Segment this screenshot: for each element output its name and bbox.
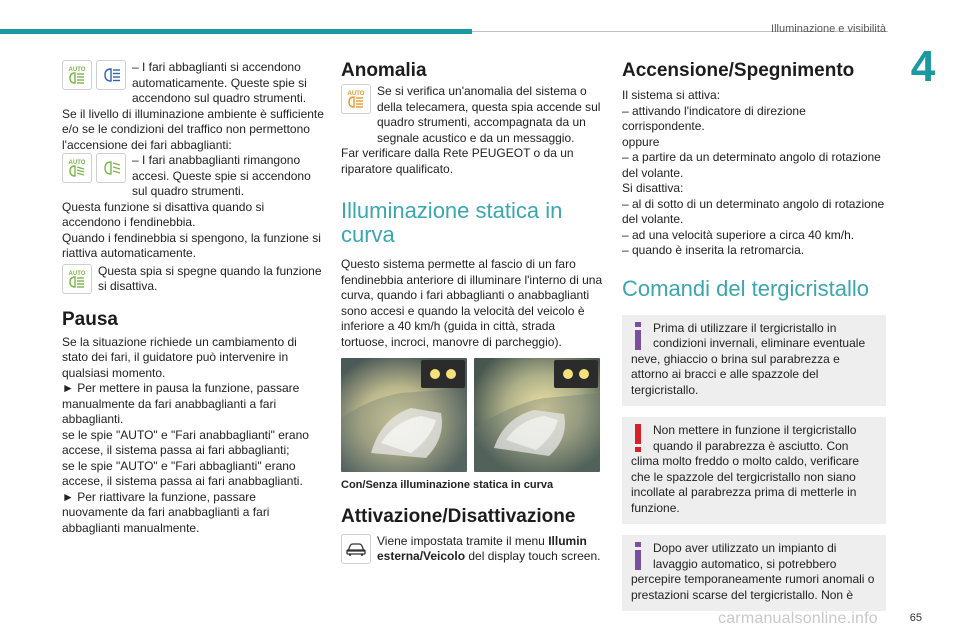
chapter-number: 4 — [910, 42, 936, 91]
anomalia-text: Se si verifica un'anomalia del sistema o della telecamera, questa spia accende sul quadro strumenti, accompagnata da un segnale acustico e da un messaggio. — [377, 84, 601, 145]
static-lighting-photos — [341, 358, 605, 472]
info-note-1-text: Prima di utilizzare il tergicristallo in condizioni invernali, eliminare eventuale neve, ghiaccio o brina sul parabrezza e attorno ai bracci e alle spazzole del tergicristallo. — [631, 320, 866, 397]
warning-icon — [631, 423, 645, 453]
attivazione-heading: Attivazione/Disattivazione — [341, 505, 576, 527]
pausa-text-5: ► Per riattivare la funzione, passare nuovamente da fari anabbaglianti a fari abbaglianti manualmente. — [62, 489, 270, 535]
fog-off-text: Questa funzione si disattiva quando si accendono i fendinebbia. — [62, 199, 265, 229]
photo-caption: Con/Senza illuminazione statica in curva — [341, 479, 554, 491]
acc-line-8: – quando è inserita la retromarcia. — [622, 243, 805, 257]
attivazione-block — [341, 534, 605, 565]
acc-line-7: – ad una velocità superiore a circa 40 km/h. — [622, 227, 855, 242]
anomalia-text-2: Far verificare dalla Rete PEUGEOT o da un riparatore qualificato. — [341, 146, 574, 176]
warning-note — [622, 417, 886, 524]
pausa-text-2: ► Per mettere in pausa la funzione, passare manualmente da fari anabbaglianti a fari abbaglianti. — [62, 381, 300, 426]
attivazione-text: Viene impostata tramite il menu Illumin esterna/Veicolo del display touch screen. — [377, 533, 601, 563]
auto-off-text: Questa spia si spegne quando la funzione si disattiva. — [98, 263, 322, 293]
acc-line-3: oppure — [622, 134, 660, 149]
comandi-heading: Comandi del tergicristallo — [622, 275, 869, 301]
pausa-heading: Pausa — [62, 308, 118, 330]
ambient-light-text: Se il livello di illuminazione ambiente è sufficiente e/o se le condizioni del traffico non permettono l'accensione dei fari abbaglianti: — [62, 106, 324, 152]
low-beam-text: – I fari anabbaglianti rimangono accesi. Queste spie si accendono sul quadro strumenti. — [132, 153, 311, 198]
pausa-text-4: se le spie "AUTO" e "Fari abbaglianti" erano accese, il sistema passa ai fari anabbaglianti. — [62, 458, 303, 488]
watermark: carmanualsonline.info — [718, 610, 878, 627]
pausa-text-1: Se la situazione richiede un cambiamento di stato dei fari, il guidatore può intervenire in qualsiasi momento. — [62, 334, 297, 380]
auto-lamp-fault-icon — [341, 84, 371, 114]
menu-path: Illumin esterna/Veicolo — [377, 533, 587, 563]
auto-off-block — [62, 264, 324, 295]
anomalia-block — [341, 84, 605, 146]
auto-low-beam-icon — [62, 153, 92, 183]
car-menu-icon — [341, 534, 371, 564]
auto-high-beam-text: – I fari abbaglianti si accendono automaticamente. Queste spie si accendono sul quadro strumenti. — [132, 60, 307, 105]
pausa-text-3: se le spie "AUTO" e "Fari anabbaglianti" erano accese, il sistema passa ai fari abbaglianti; — [62, 427, 309, 457]
acc-line-4: – a partire da un determinato angolo di rotazione del volante. — [622, 150, 881, 180]
column-left — [62, 60, 324, 536]
photo-without-static-light — [474, 358, 600, 472]
high-beam-icon — [96, 60, 126, 90]
acc-line-2: – attivando l'indicatore di direzione corrispondente. — [622, 103, 806, 133]
svg-text:AUTO: AUTO — [347, 91, 365, 97]
low-beam-block — [62, 153, 324, 200]
fog-reactivate-text: Quando i fendinebbia si spengono, la funzione si riattiva automaticamente. — [62, 230, 321, 260]
acc-line-5: Si disattiva: — [622, 181, 684, 195]
info-icon — [631, 541, 645, 571]
acc-line-6: – al di sotto di un determinato angolo di rotazione del volante. — [622, 196, 885, 226]
column-middle — [341, 60, 605, 565]
info-note-2 — [622, 535, 886, 611]
section-title: Illuminazione e visibilità — [771, 23, 886, 35]
anomalia-heading: Anomalia — [341, 60, 427, 81]
accensione-heading: Accensione/Spegnimento — [622, 60, 855, 81]
svg-text:AUTO: AUTO — [68, 67, 86, 73]
low-beam-icon — [96, 153, 126, 183]
warning-note-text: Non mettere in funzione il tergicristallo quando il parabrezza è asciutto. Con clima molto freddo o molto caldo, verificare che le spazzole del tergicristallo non siano incollate al parabrezza prima di metterle in funzione. — [631, 423, 860, 515]
static-lighting-text: Questo sistema permette al fascio di un faro fendinebbia anteriore di illuminare l'interno di una curva, quando i fari abbaglianti o anabbaglianti sono accesi e quando la velocità del veicolo è inferiore a 40 km/h (guida in città, strada tortuose, incroci, manovre di parcheggio). — [341, 257, 603, 349]
header-accent-bar — [0, 29, 472, 34]
auto-beam-off-icon — [62, 264, 92, 294]
info-note-2-text: Dopo aver utilizzato un impianto di lavaggio automatico, si potrebbero percepire temporaneamente rumori anomali o prestazioni scarse del tergicristallo. Non è — [631, 541, 875, 602]
page-number: 65 — [909, 612, 922, 624]
acc-line-1: Il sistema si attiva: — [622, 88, 721, 102]
svg-text:AUTO: AUTO — [68, 160, 86, 166]
auto-high-beam-icon — [62, 60, 92, 90]
static-lighting-heading: Illuminazione statica in curva — [341, 198, 563, 247]
info-note-1 — [622, 315, 886, 407]
svg-text:AUTO: AUTO — [68, 270, 86, 277]
photo-with-static-light — [341, 358, 467, 472]
auto-high-beam-block — [62, 60, 324, 107]
info-icon — [631, 321, 645, 351]
column-right — [622, 60, 886, 611]
